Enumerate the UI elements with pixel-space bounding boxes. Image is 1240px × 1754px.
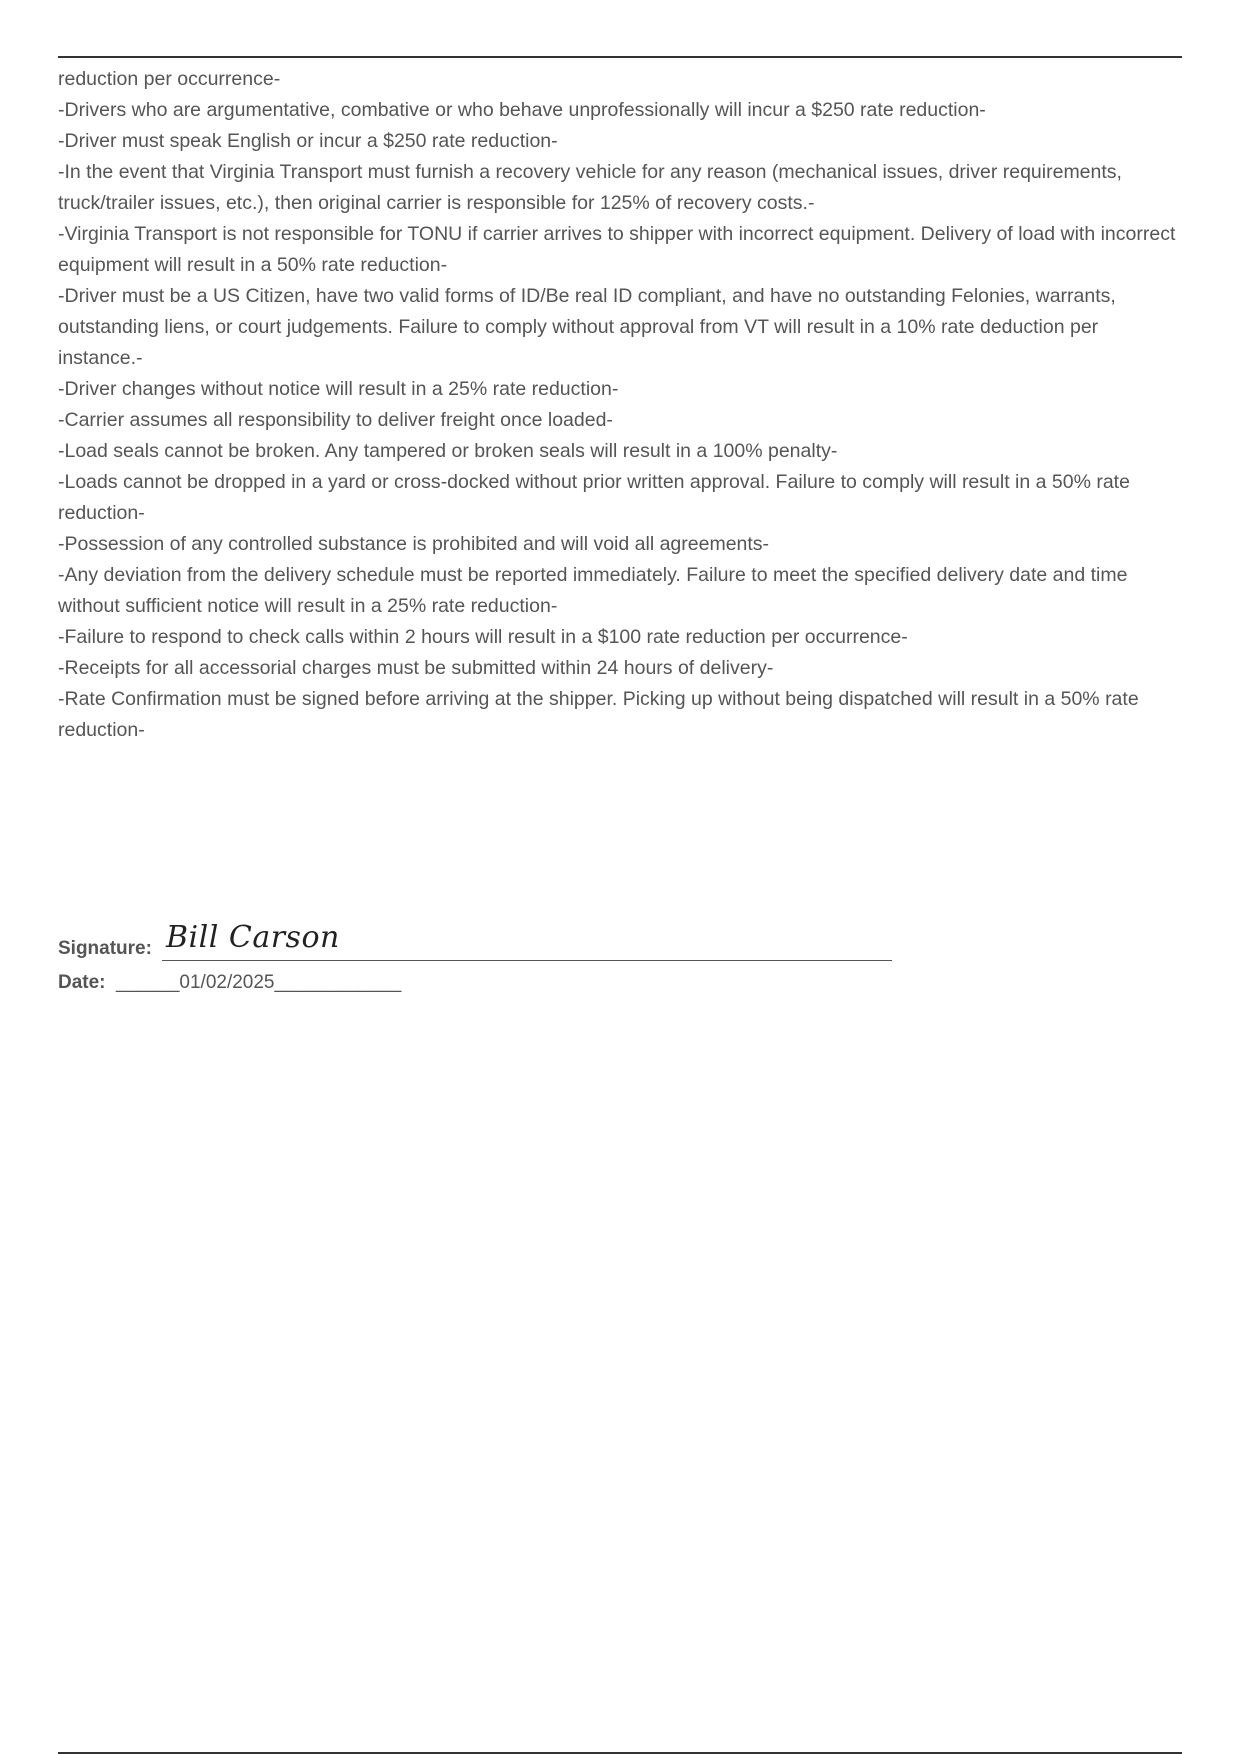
terms-list bbox=[58, 64, 1188, 746]
term-item: -Driver must speak English or incur a $250 rate reduction- bbox=[58, 130, 558, 152]
date-row bbox=[58, 968, 958, 998]
term-item: -Carrier assumes all responsibility to deliver freight once loaded- bbox=[58, 409, 613, 431]
term-item: -Virginia Transport is not responsible for TONU if carrier arrives to shipper with incorrect equipment. Delivery of load with incorrect equipment will result in a 50% rate reduction- bbox=[58, 223, 1176, 276]
term-item: -Rate Confirmation must be signed before arriving at the shipper. Picking up without being dispatched will result in a 50% rate reduction- bbox=[58, 688, 1139, 741]
signature-line bbox=[162, 960, 892, 961]
term-item: -Possession of any controlled substance is prohibited and will void all agreements- bbox=[58, 533, 770, 555]
signature-row bbox=[58, 920, 958, 964]
term-item: -Load seals cannot be broken. Any tampered or broken seals will result in a 100% penalty- bbox=[58, 440, 838, 462]
signature-label: Signature: bbox=[58, 938, 152, 959]
term-item: -In the event that Virginia Transport must furnish a recovery vehicle for any reason (mechanical issues, driver requirements, truck/trailer issues, etc.), then original carrier is responsible for 125% of recovery costs.- bbox=[58, 161, 1122, 214]
signature-block bbox=[58, 920, 958, 998]
term-item: -Loads cannot be dropped in a yard or cross-docked without prior written approval. Failure to comply will result in a 50% rate reduction- bbox=[58, 471, 1130, 524]
signature-handwritten: Bill Carson bbox=[166, 920, 340, 955]
top-rule bbox=[58, 56, 1182, 58]
term-item: -Driver changes without notice will result in a 25% rate reduction- bbox=[58, 378, 619, 400]
date-value: ______01/02/2025____________ bbox=[116, 972, 402, 993]
term-item: -Driver must be a US Citizen, have two valid forms of ID/Be real ID compliant, and have no outstanding Felonies, warrants, outstanding liens, or court judgements. Failure to comply without approval from VT will result in a 10% rate deduction per instance.- bbox=[58, 285, 1116, 369]
term-item: -Failure to respond to check calls within 2 hours will result in a $100 rate reduction per occurrence- bbox=[58, 626, 908, 648]
term-item: reduction per occurrence- bbox=[58, 68, 281, 90]
term-item: -Any deviation from the delivery schedule must be reported immediately. Failure to meet the specified delivery date and time without sufficient notice will result in a 25% rate reduction- bbox=[58, 564, 1128, 617]
term-item: -Receipts for all accessorial charges must be submitted within 24 hours of delivery- bbox=[58, 657, 774, 679]
term-item: -Drivers who are argumentative, combative or who behave unprofessionally will incur a $250 rate reduction- bbox=[58, 99, 986, 121]
date-label: Date: bbox=[58, 972, 106, 993]
